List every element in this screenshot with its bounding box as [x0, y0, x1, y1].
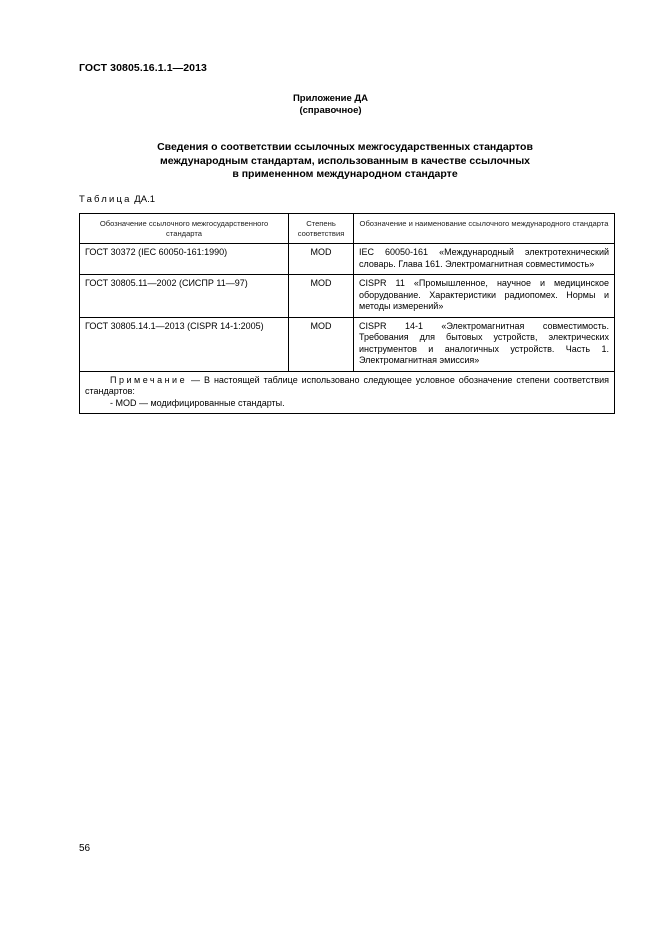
- note-text: — В настоящей таблице использовано следующее условное обозначение степени соответствия стандартов:: [85, 374, 609, 396]
- table-note: [80, 371, 615, 414]
- correspondence-table: [79, 213, 615, 414]
- cell-international: CISPR 14-1 «Электромагнитная совместимость. Требования для бытовых устройств, электрических инструментов и аналогичных устройств. Часть 1. Электромагнитная эмиссия»: [354, 317, 615, 371]
- table-caption-word: Таблица: [79, 194, 132, 205]
- cell-degree: MOD: [289, 275, 354, 318]
- appendix-title: Приложение ДА: [292, 93, 369, 104]
- appendix-heading: [0, 93, 661, 117]
- table-row: [80, 244, 615, 275]
- section-title-line: Сведения о соответствии ссылочных межгосударственных стандартов: [157, 141, 533, 153]
- section-title-line: международным стандартам, использованным в качестве ссылочных: [159, 154, 530, 167]
- note-paragraph: [85, 375, 609, 398]
- note-prefix: Примечание: [110, 374, 188, 385]
- cell-degree: MOD: [289, 244, 354, 275]
- page-number: 56: [79, 843, 91, 854]
- table-caption-id: ДА.1: [134, 194, 155, 205]
- cell-standard: ГОСТ 30805.11—2002 (СИСПР 11—97): [80, 275, 289, 318]
- cell-international: CISPR 11 «Промышленное, научное и медицинское оборудование. Характеристики радиопомех. Нормы и методы измерений»: [354, 275, 615, 318]
- table-note-row: [80, 371, 615, 414]
- cell-standard: ГОСТ 30372 (IEC 60050-161:1990): [80, 244, 289, 275]
- table-row: [80, 317, 615, 371]
- table-header-row: [80, 214, 615, 244]
- cell-international: IEC 60050-161 «Международный электротехнический словарь. Глава 161. Электромагнитная совместимость»: [354, 244, 615, 275]
- header-international-standard: Обозначение и наименование ссылочного международного стандарта: [354, 214, 615, 244]
- cell-standard: ГОСТ 30805.14.1—2013 (CISPR 14-1:2005): [80, 317, 289, 371]
- section-title: [0, 141, 661, 182]
- note-item: - MOD — модифицированные стандарты.: [110, 397, 285, 408]
- section-title-line: в примененном международном стандарте: [232, 168, 458, 180]
- header-degree: Степень соответствия: [289, 214, 354, 244]
- table-row: [80, 275, 615, 318]
- header-reference-standard: Обозначение ссылочного межгосударственного стандарта: [80, 214, 289, 244]
- appendix-subtitle: (справочное): [299, 105, 362, 116]
- document-header: ГОСТ 30805.16.1.1—2013: [79, 62, 207, 74]
- table-caption: [79, 194, 155, 205]
- cell-degree: MOD: [289, 317, 354, 371]
